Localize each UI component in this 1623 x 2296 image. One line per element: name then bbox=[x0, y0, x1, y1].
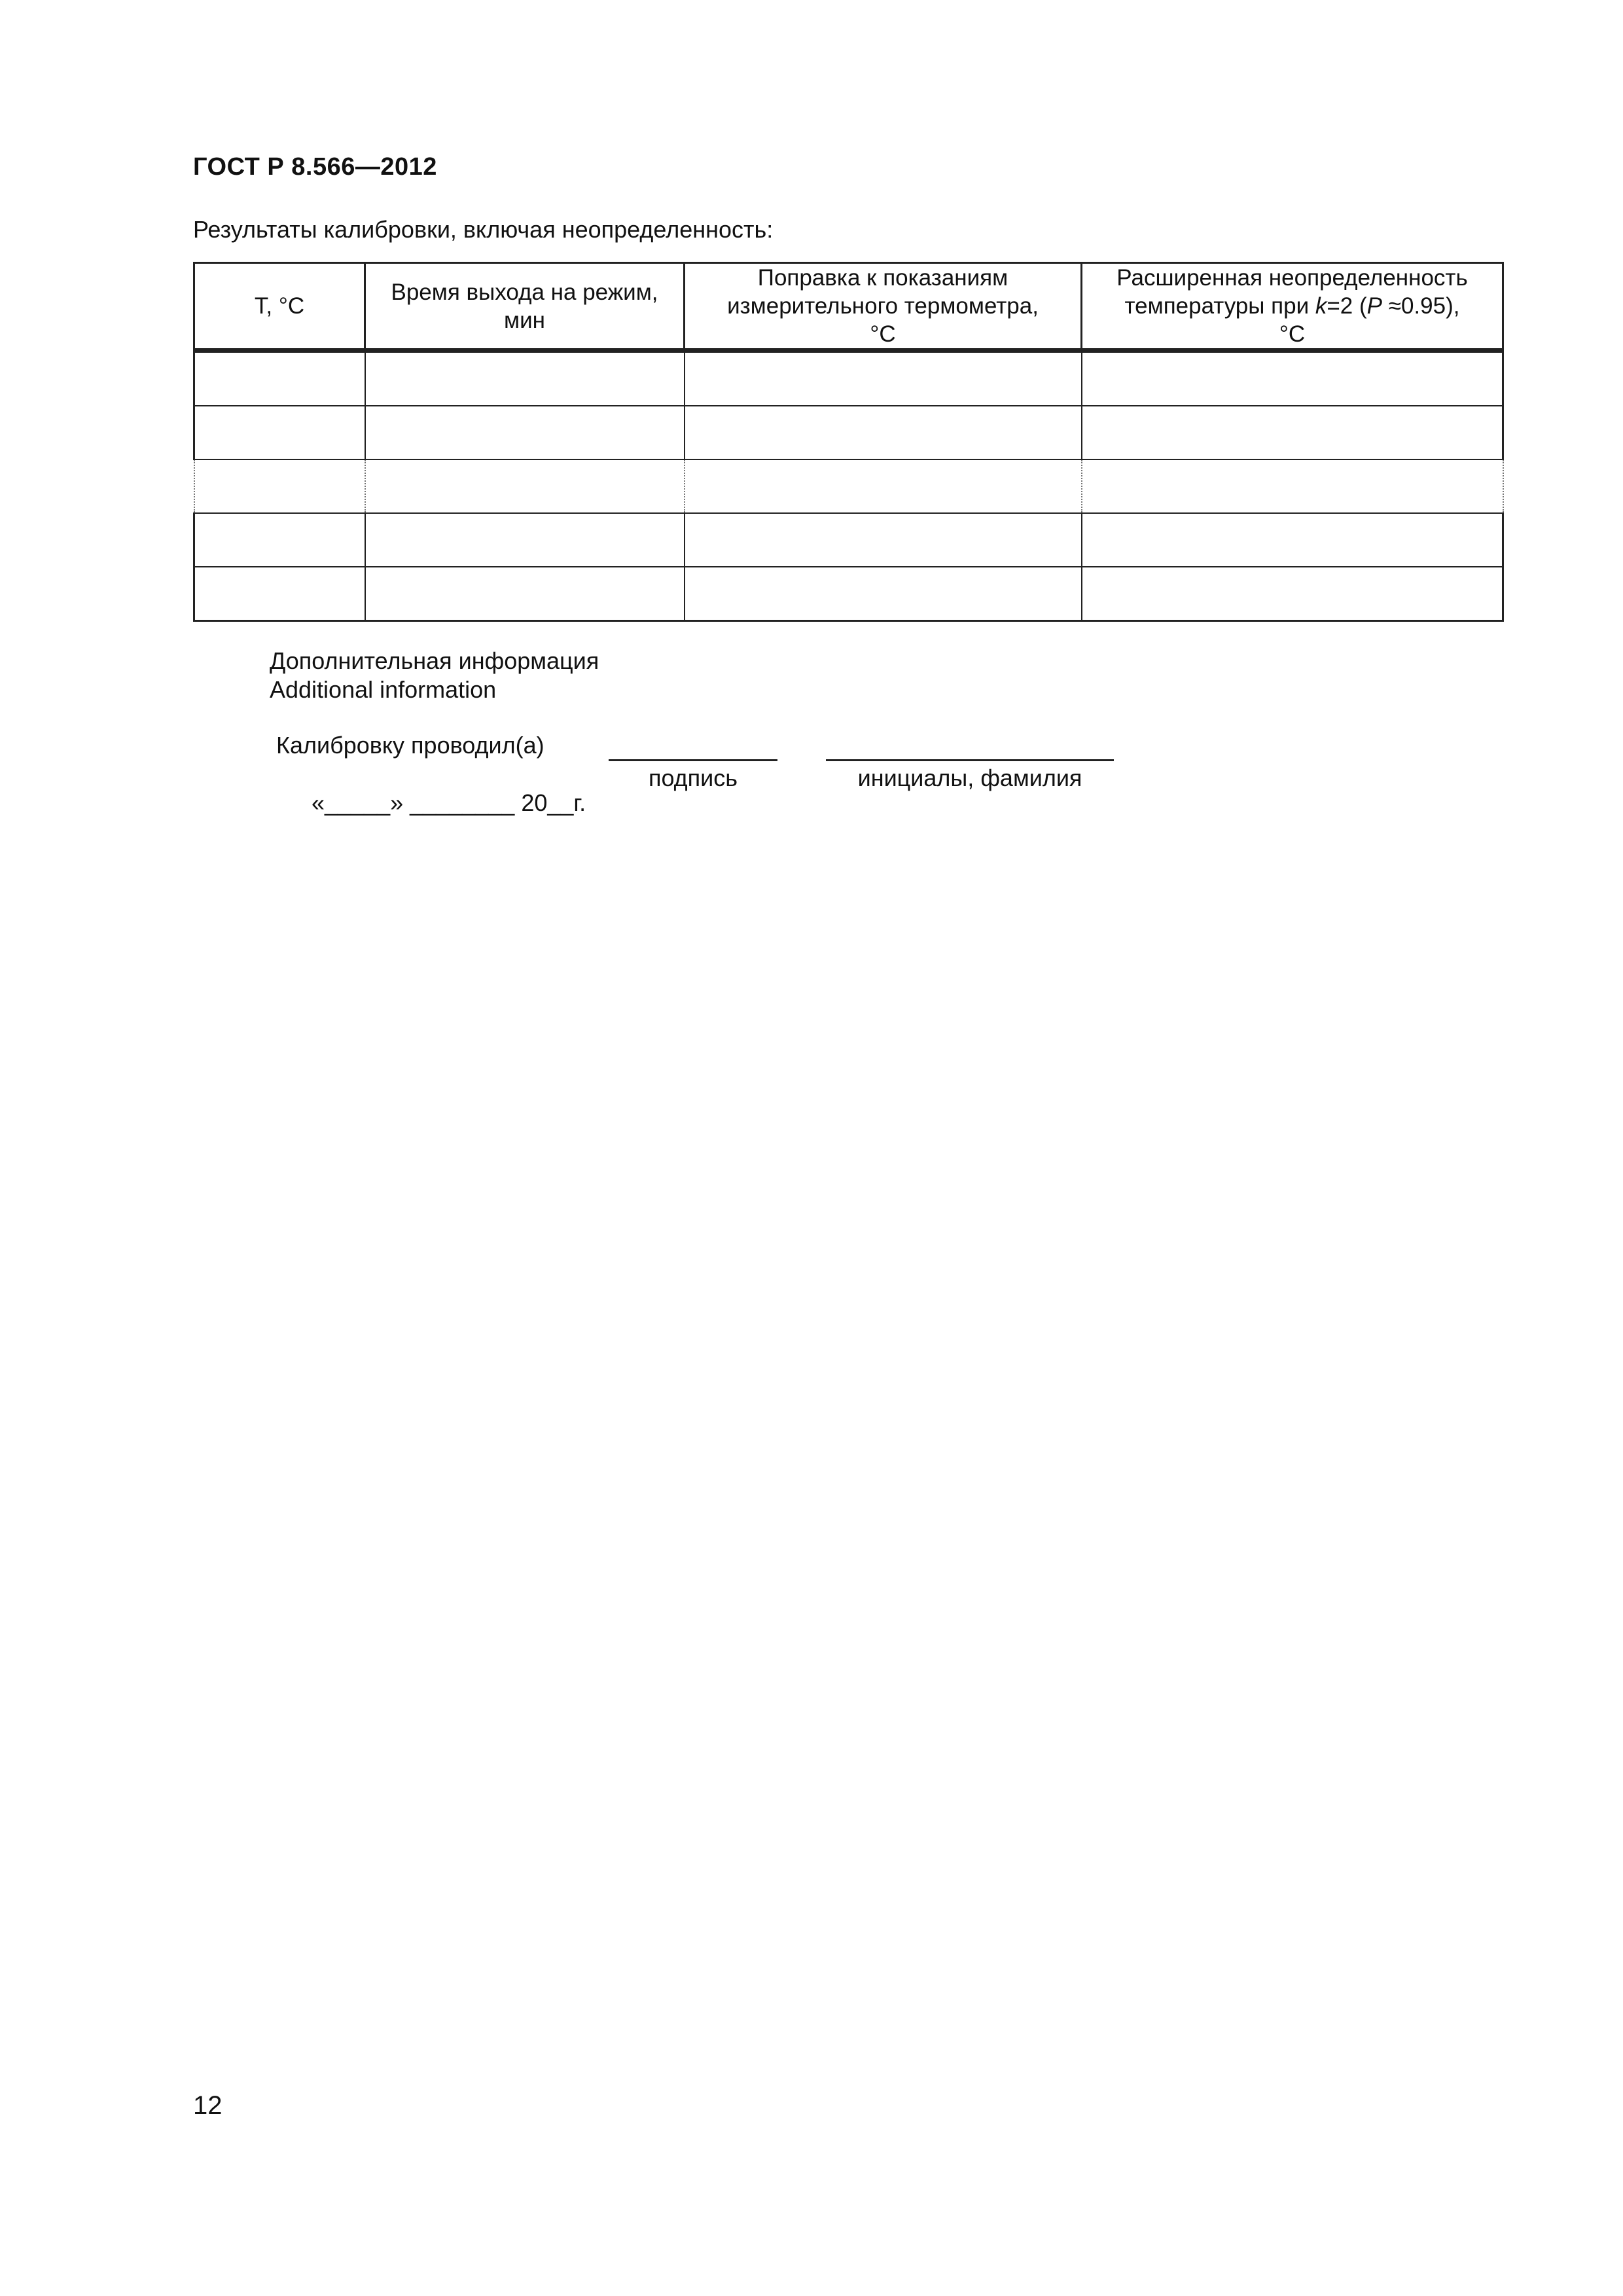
column-header-line: °С bbox=[870, 321, 896, 347]
table-cell[interactable] bbox=[1082, 406, 1503, 459]
table-row-omitted bbox=[194, 459, 1503, 513]
column-header-line: Поправка к показаниям bbox=[757, 265, 1008, 291]
table-cell[interactable] bbox=[365, 513, 685, 567]
intro-text: Результаты калибровки, включая неопределенность: bbox=[193, 216, 774, 243]
document-header: ГОСТ Р 8.566—2012 bbox=[193, 153, 437, 181]
table-row bbox=[194, 567, 1503, 621]
additional-info-ru: Дополнительная информация bbox=[270, 647, 599, 674]
additional-info bbox=[270, 647, 599, 704]
table-cell[interactable] bbox=[194, 567, 365, 621]
table-cell[interactable] bbox=[685, 351, 1082, 406]
column-header-expanded-uncertainty bbox=[1082, 263, 1503, 351]
signature-field[interactable] bbox=[609, 759, 777, 761]
column-header-line: Расширенная неопределенность bbox=[1116, 265, 1468, 291]
calibration-results-table bbox=[193, 262, 1504, 622]
table-cell[interactable] bbox=[1082, 351, 1503, 406]
table-cell[interactable] bbox=[365, 351, 685, 406]
table-cell[interactable] bbox=[365, 406, 685, 459]
column-header-line: измерительного термометра, bbox=[727, 293, 1039, 319]
table-cell bbox=[365, 459, 685, 513]
table-row bbox=[194, 351, 1503, 406]
table-cell bbox=[194, 459, 365, 513]
column-header-line: температуры при k=2 (P ≈0.95), bbox=[1124, 293, 1460, 319]
column-header-line: Время выхода на режим, bbox=[391, 279, 658, 305]
name-caption: инициалы, фамилия bbox=[857, 764, 1082, 791]
table-cell[interactable] bbox=[194, 513, 365, 567]
name-field[interactable] bbox=[826, 759, 1114, 761]
page-number: 12 bbox=[193, 2091, 223, 2120]
table-cell[interactable] bbox=[194, 406, 365, 459]
table-cell[interactable] bbox=[685, 406, 1082, 459]
date-field[interactable]: «_____» ________ 20__г. bbox=[312, 789, 586, 816]
signature-caption: подпись bbox=[648, 764, 738, 791]
table-header-row bbox=[194, 263, 1503, 351]
table-cell bbox=[685, 459, 1082, 513]
table-row bbox=[194, 406, 1503, 459]
table-cell[interactable] bbox=[1082, 513, 1503, 567]
column-header-line: °С bbox=[1279, 321, 1306, 347]
additional-info-en: Additional information bbox=[270, 676, 497, 703]
calibrated-by-label: Калибровку проводил(а) bbox=[276, 732, 544, 759]
table-cell[interactable] bbox=[365, 567, 685, 621]
column-header-temperature bbox=[194, 263, 365, 351]
column-header-correction bbox=[685, 263, 1082, 351]
table-cell[interactable] bbox=[194, 351, 365, 406]
column-header-line: мин bbox=[504, 307, 545, 333]
table-cell[interactable] bbox=[685, 567, 1082, 621]
column-header-temperature-text: Т, °С bbox=[254, 293, 305, 319]
table-row bbox=[194, 513, 1503, 567]
table-cell[interactable] bbox=[1082, 567, 1503, 621]
signoff-block bbox=[276, 732, 1192, 830]
column-header-stabilization-time bbox=[365, 263, 685, 351]
table-cell[interactable] bbox=[685, 513, 1082, 567]
table-cell bbox=[1082, 459, 1503, 513]
